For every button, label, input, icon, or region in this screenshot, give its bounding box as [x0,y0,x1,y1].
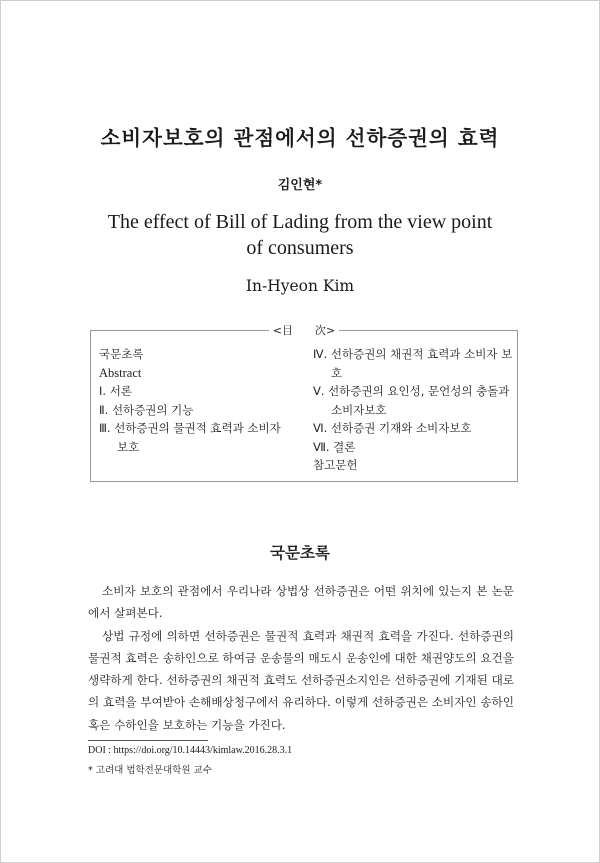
abstract-body [88,580,514,736]
paper-title: 소비자보호의 관점에서의 선하증권의 효력 [100,126,500,150]
footnote-divider [88,740,208,741]
section-heading: 국문초록 [270,544,330,562]
toc-item[interactable]: Ⅱ. 선하증권의 기능 [99,402,194,417]
footnote-doi[interactable]: DOI : https://doi.org/10.14443/kimlaw.2016.28.3.1 [88,745,293,756]
abstract-paragraph: 소비자 보호의 관점에서 우리나라 상법상 선하증권은 어떤 위치에 있는지 본 논문에서 살펴본다. [88,584,514,621]
footnote-affiliation: * 고려대 법학전문대학원 교수 [88,765,212,776]
table-of-contents [90,324,518,482]
toc-item[interactable]: Abstract [99,365,142,380]
toc-header [91,323,517,338]
toc-right-column [313,345,513,475]
toc-item[interactable]: Ⅲ. 선하증권의 물권적 효력과 소비자 보호 [99,421,281,454]
toc-item[interactable]: Ⅵ. 선하증권 기재와 소비자보호 [313,421,472,435]
abstract-paragraph: 상법 규정에 의하면 선하증권은 물권적 효력과 채권적 효력을 가진다. 선하증권의 물권적 효력은 송하인으로 하여금 운송물의 매도시 운송인에 대한 채권양도의 요건을 생략하게 한다. 선하증권의 채권적 효력도 선하증권소지인은 선하증권에 기재된 대로의 효력을 부여받아 손해배상청구에서 유리하다. 이렇게 선하증권은 소비자인 송하인 혹은 수하인을 보호하는 기능을 가진다. [88,628,514,732]
toc-item[interactable]: Ⅴ. 선하증권의 요인성, 문언성의 충돌과 소비자보호 [313,384,510,417]
toc-item[interactable]: Ⅶ. 결론 [313,439,356,454]
toc-item[interactable]: Ⅰ. 서론 [99,384,132,398]
english-title: The effect of Bill of Lading from the view point of consumers [107,211,493,259]
toc-left-column [99,345,289,456]
english-author: In-Hyeon Kim [245,277,355,295]
toc-item[interactable]: 국문초록 [99,347,144,361]
toc-item[interactable]: 참고문헌 [313,458,358,472]
author-name: 김인현* [277,178,323,193]
toc-item[interactable]: Ⅳ. 선하증권의 채권적 효력과 소비자 보호 [313,347,513,380]
toc-header-label: <目 次> [269,324,339,337]
